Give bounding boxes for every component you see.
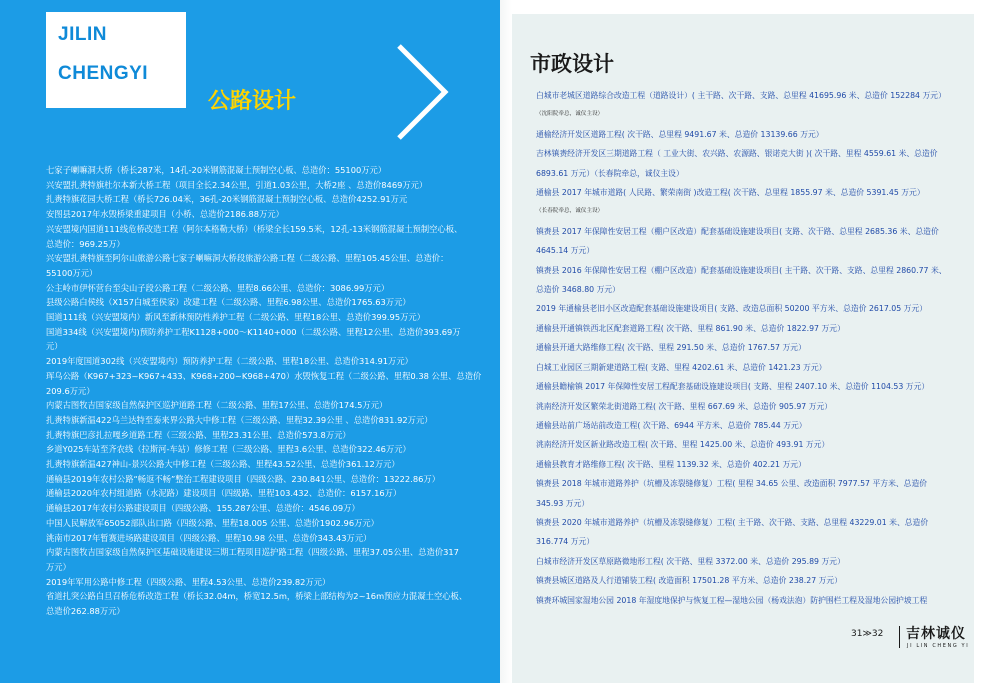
list-item: 通榆县开通大路维修工程( 次干路、里程 291.50 米、总造价 1767.57 万元） [536,343,806,353]
list-item: 总造价 3468.80 万元） [536,285,620,295]
list-item: 中国人民解放军65052部队出口路（四级公路、里程18.005 公里、总造价1902.96万元） [46,517,379,528]
list-item: 镇赉县城区道路及人行道铺装工程( 改造面积 17501.28 平方米、总造价 238.27 万元） [536,576,843,586]
list-item: 国道111线（兴安盟境内）新风至新林预防性养护工程（二级公路、里程18公里、总造价399.95万元） [46,312,426,323]
list-item: 2019年度国道302线（兴安盟境内）预防养护工程（二级公路、里程18公里、总造价314.91万元） [46,356,413,367]
list-item: 镇赉环城国家湿地公园 2018 年湿度地保护与恢复工程—湿地公园（杨戏法泡）防护围栏工程及湿地公园护坡工程 [536,595,928,605]
list-item: 兴安盟扎赉特旗杜尔本新大桥工程（项目全长2.34公里，引道1.03公里，大桥2座 、总造价8469万元） [46,179,428,190]
list-item: 兴安盟扎赉特旗至阿尔山旅游公路七家子喇嘛洞大桥段旅游公路工程（二级公路、里程105.45公里、总造价： [46,253,449,264]
list-item: 镇赉县 2018 年城市道路养护（坑槽及冻裂缝修复）工程( 里程 34.65 公里、改造面积 7977.57 平方米、总造价 [536,479,928,489]
highway-project-list [46,163,482,619]
list-item: 元） [46,341,63,352]
list-item: 省道扎突公路白旦召桥危桥改造工程（桥长32.04m，桥宽12.5m，桥梁上部结构为2~16m预应力混凝土空心板、 [46,591,468,602]
list-item: 安图县2017年水毁桥梁重建项目（小桥、总造价2186.88万元） [46,209,284,220]
list-item: 洮南经济开发区新业路改造工程( 次干路、里程 1425.00 米、总造价 493.91 万元） [536,440,830,450]
list-note: （沈阳院牵总，诚仪主设） [536,111,604,118]
footer-divider [899,626,900,648]
list-item: 镇赉县 2016 年保障性安居工程（棚户区改造）配套基础设施建设项目( 主干路、次干路、支路、总里程 2860.77 米、 [536,265,947,275]
list-item: 55100万元） [46,267,98,278]
list-item: 七家子喇嘛洞大桥（桥长287米，14孔-20米钢筋混凝土预制空心板、总造价：55100万元） [46,165,387,175]
list-item: 6893.61 万元）（长春院牵总，诚仪主设） [536,168,684,178]
list-item: 2019 年通榆县老旧小区改造配套基础设施建设项目( 支路、改造总面积 50200 平方米、总造价 2617.05 万元） [536,304,928,314]
footer-brand-subtitle: JI LIN CHENG YI [907,643,970,649]
list-item: 公主岭市伊怀营台至尖山子段公路工程（二级公路、里程8.66公里、总造价：3086.99万元） [46,282,390,293]
list-item: 2019年军用公路中修工程（四级公路、里程4.53公里、总造价239.82万元） [46,576,331,587]
list-item: 4645.14 万元） [536,246,595,256]
list-item: 珲乌公路（K967+323~K967+433、K968+200~K968+470）水毁恢复工程（二级公路、里程0.38 公里、总造价 [46,370,482,381]
footer-brand-name: 吉林诚仪 [906,626,966,642]
list-item: 通榆县2019年农村公路“畅返不畅”整治工程建设项目（四级公路、230.841公里、总造价：13222.86万） [46,473,441,484]
list-item: 通榆经济开发区道路工程( 次干路、总里程 9491.67 米、总造价 13139.66 万元） [536,129,824,139]
list-item: 国道334线（兴安盟境内)预防养护工程K1128+000～K1140+000（二级公路、里程12公里、总造价393.69万 [46,326,461,337]
list-item: 345.93 万元） [536,498,590,508]
list-item: 总造价：969.25万） [46,238,125,249]
page-numbers: 31≫32 [851,629,884,639]
list-item: 通榆县教育才路维修工程( 次干路、里程 1139.32 米、总造价 402.21 万元） [536,459,806,469]
list-item: 通榆县站前广场站前改造工程( 次干路、6944 平方米、总造价 785.44 万元） [536,420,807,430]
list-item: 扎赉特旗花园大桥工程（桥长726.04米，36孔-20米钢筋混凝土预制空心板、总造价4252.91万元 [46,194,408,205]
list-item: 乡道Y025车站至齐农线（拉斯河-车站）修修工程（三级公路、里程3.6公里、总造价322.46万元） [46,444,411,455]
list-item: 通榆县瞻榆镇 2017 年保障性安居工程配套基础设施建设项目( 支路、里程 2407.10 米、总造价 1104.53 万元） [536,382,930,392]
list-item: 县级公路白侯线（X157白城至侯家）改建工程（二级公路、里程6.98公里、总造价1765.63万元） [46,297,411,308]
chevron-right-icon [393,42,453,142]
list-item: 总造价262.88万元） [46,606,125,617]
list-item: 白城工业园区三期新建道路工程( 支路、里程 4202.61 米、总造价 1421.23 万元） [536,362,827,372]
list-item: 通榆县2017年农村公路建设项目（四级公路、155.287公里、总造价：4546.09万） [46,503,360,514]
list-item: 吉林镇赉经济开发区三期道路工程（ 工业大街、农兴路、农源路、银诺克大街 )( 次干路、里程 4559.61 米、总造价 [536,149,938,159]
list-item: 镇赉县 2020 年城市道路养护（坑槽及冻裂缝修复）工程( 主干路、次干路、支路、总里程 43229.01 米、总造价 [536,517,929,527]
municipal-project-list [536,86,968,610]
list-item: 洮南经济开发区繁荣北街道路工程( 次干路、里程 667.69 米、总造价 905.97 万元） [536,401,833,411]
list-item: 通榆县 2017 年城市道路( 人民路、繁荣南街 )改造工程( 次干路、总里程 1855.97 米、总造价 5391.45 万元） [536,188,925,198]
list-item: 内蒙古图牧吉国家级自然保护区巡护道路工程（二级公路、里程17公里、总造价174.5万元） [46,400,388,411]
list-item: 洮南市2017年暂赛进场路建设项目（四级公路、里程10.98 公里、总造价343.43万元） [46,532,372,543]
list-item: 白城市老城区道路综合改造工程（道路设计）( 主干路、次干路、支路、总里程 41695.96 米、总造价 152284 万元） [536,91,946,100]
list-item: 扎赉特旗巴彦扎拉嘎乡道路工程（三级公路、里程23.31公里、总造价573.8万元） [46,429,351,440]
list-item: 通榆县2020年农村组道路（水泥路）建设项目（四级路、里程103.432、总造价：6157.16万） [46,488,402,499]
list-item: 316.774 万元） [536,537,595,547]
list-item: 内蒙古图牧吉国家级自然保护区基础设施建设三期工程项目巡护路工程（四级公路、里程37.05公里、总造价317 [46,547,459,558]
list-note: （长春院牵总，诚仪主设） [536,208,604,215]
list-item: 兴安盟境内国道111线危桥改造工程（阿尔本格勒大桥）（桥梁全长159.5米，12孔-13米钢筋混凝土预制空心板、 [46,223,463,234]
list-item: 万元） [46,561,71,572]
left-section-title: 公路设计 [208,89,297,114]
list-item: 通榆县开通镇铁西北区配套道路工程( 次干路、里程 861.90 米、总造价 1822.97 万元） [536,323,845,333]
brand-line-1: JILIN [58,24,107,45]
brand-line-2: CHENGYI [58,63,149,84]
list-item: 扎赉特旗新温427神山-景兴公路大中修工程（三级公路、里程43.52公里、总造价361.12万元） [46,459,400,470]
right-section-title: 市政设计 [530,52,614,76]
list-item: 209.6万元） [46,385,95,396]
list-item: 扎赉特旗新温422乌兰达特至泰来界公路大中修工程（三级公路、里程32.39公里 、总造价831.92万元） [46,414,433,425]
page-gutter [500,0,512,683]
list-item: 白城市经济开发区草原路微地形工程( 次干路、里程 3372.00 米、总造价 295.89 万元） [536,556,845,566]
list-item: 镇赉县 2017 年保障性安居工程（棚户区改造）配套基础设施建设项目( 支路、次干路、总里程 2685.36 米、总造价 [536,226,939,236]
